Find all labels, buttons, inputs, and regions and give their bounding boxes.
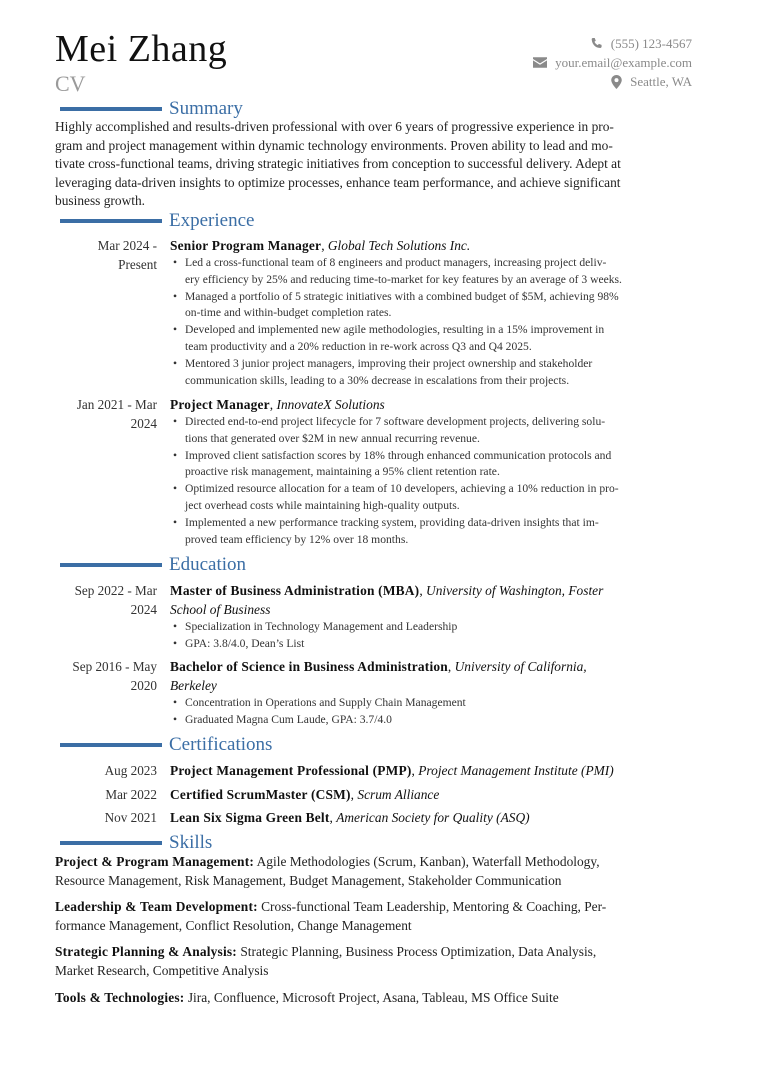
section-summary-heading <box>60 98 243 120</box>
bullet-list <box>170 619 705 653</box>
entry-date <box>55 236 157 274</box>
contact-phone <box>533 34 692 53</box>
skill-list: Cross-functional Team Leadership, Mentoring & Coaching, Per- <box>261 899 607 914</box>
date-line: 2020 <box>130 678 157 693</box>
summary-line: gram and project management within dynamic technology environments. Proven ability to lead and mo- <box>55 137 613 153</box>
degree: Bachelor of Science in Business Administration <box>170 659 448 674</box>
entry-date <box>55 395 157 433</box>
bullet-list <box>170 414 705 548</box>
section-certifications-heading <box>60 734 272 756</box>
school-cont: School of Business <box>170 602 271 617</box>
resume-header <box>55 28 705 98</box>
section-accent-bar <box>60 107 162 111</box>
phone-icon <box>590 37 603 50</box>
summary-line: Highly accomplished and results-driven professional with over 6 years of progressive experience in pro- <box>55 119 614 134</box>
cert-date: Aug 2023 <box>104 763 157 778</box>
section-accent-bar <box>60 841 162 845</box>
section-accent-bar <box>60 563 162 567</box>
date-line: Present <box>118 257 157 272</box>
section-education-heading <box>60 554 246 576</box>
cert-issuer: Scrum Alliance <box>357 787 440 802</box>
bullet-item: • Improved client satisfaction scores by 18% through enhanced communication protocols and proactive risk management, maintaining a 95% client retention rate. <box>170 448 705 482</box>
section-accent-bar <box>60 219 162 223</box>
bullet-item: • Mentored 3 junior project managers, improving their project ownership and stakeholder communication skills, leading to a 30% decrease in escalations from their projects. <box>170 356 705 390</box>
job-title: Senior Program Manager <box>170 238 322 253</box>
date-line: Sep 2022 - Mar <box>74 583 157 598</box>
skill-group <box>55 852 705 890</box>
cert-issuer: American Society for Quality (ASQ) <box>336 810 530 825</box>
bullet-item: • Developed and implemented new agile methodologies, resulting in a 15% improvement in team productivity and a 20% reduction in re-work across Q3 and Q4 2025. <box>170 322 705 356</box>
date-line: 2024 <box>130 416 157 431</box>
entry-body <box>170 395 705 548</box>
entry-title: Bachelor of Science in Business Administration, University of California, <box>170 659 587 674</box>
organization: Global Tech Solutions Inc. <box>327 238 471 253</box>
email-text[interactable]: your.email@example.com <box>555 54 692 70</box>
certification-entry <box>55 808 715 828</box>
skill-list: Jira, Confluence, Microsoft Project, Asana, Tableau, MS Office Suite <box>187 990 559 1005</box>
skill-group <box>55 897 705 935</box>
contact-info <box>533 34 692 91</box>
entry-title-cont <box>170 676 705 695</box>
skill-list-cont: formance Management, Conflict Resolution, Change Management <box>55 918 412 933</box>
bullet-item: • Directed end-to-end project lifecycle for 7 software development projects, delivering solu- tions that generated over $2M in new annual recurring revenue. <box>170 414 705 448</box>
section-title: Experience <box>169 210 255 231</box>
entry-title: Project Manager, InnovateX Solutions <box>170 397 385 412</box>
summary-line: business growth. <box>55 193 146 209</box>
date-line: 2024 <box>130 602 157 617</box>
entry-title: Senior Program Manager, Global Tech Solutions Inc. <box>170 238 471 253</box>
section-title: Certifications <box>169 734 273 755</box>
cert-name: Lean Six Sigma Green Belt <box>170 810 330 825</box>
entry-title-cont <box>170 600 705 619</box>
school: University of Washington, Foster <box>426 583 604 598</box>
bullet-item: • Implemented a new performance tracking system, providing data-driven insights that im- proved team efficiency by 12% over 18 months. <box>170 515 705 549</box>
skill-label: Strategic Planning & Analysis: <box>55 944 237 959</box>
cert-date: Mar 2022 <box>105 787 157 802</box>
section-title: Skills <box>169 832 213 853</box>
entry-body <box>170 581 705 653</box>
skill-label: Project & Program Management: <box>55 854 255 869</box>
skill-label: Tools & Technologies: <box>55 990 185 1005</box>
contact-location <box>533 72 692 91</box>
cert-name: Project Management Professional (PMP) <box>170 763 412 778</box>
map-pin-icon <box>611 75 622 89</box>
bullet-item: • Specialization in Technology Management and Leadership <box>170 619 705 636</box>
envelope-icon <box>533 57 547 68</box>
entry-date <box>55 581 157 619</box>
entry-body <box>170 236 705 389</box>
section-title: Summary <box>169 98 243 119</box>
contact-email <box>533 53 692 72</box>
date-line: Sep 2016 - May <box>72 659 157 674</box>
skill-list: Strategic Planning, Business Process Optimization, Data Analysis, <box>240 944 597 959</box>
bullet-list <box>170 695 705 729</box>
degree: Master of Business Administration (MBA) <box>170 583 420 598</box>
bullet-item: • GPA: 3.8/4.0, Dean’s List <box>170 636 705 653</box>
summary-paragraph <box>55 118 705 211</box>
cert-body: Lean Six Sigma Green Belt, American Society for Quality (ASQ) <box>170 810 530 825</box>
candidate-name: Mei Zhang <box>55 28 228 70</box>
entry-body <box>170 657 705 729</box>
skill-list: Agile Methodologies (Scrum, Kanban), Waterfall Methodology, <box>256 854 600 869</box>
date-line: Jan 2021 - Mar <box>76 397 157 412</box>
certification-entry <box>55 785 715 805</box>
job-title: Project Manager <box>170 397 270 412</box>
phone-text[interactable]: (555) 123-4567 <box>610 35 692 51</box>
section-skills-heading <box>60 832 212 854</box>
bullet-item: • Graduated Magna Cum Laude, GPA: 3.7/4.0 <box>170 712 705 729</box>
skill-list-cont: Resource Management, Risk Management, Budget Management, Stakeholder Communication <box>55 873 562 888</box>
school-cont: Berkeley <box>170 678 217 693</box>
entry-title: Master of Business Administration (MBA), University of Washington, Foster <box>170 583 604 598</box>
summary-line: tivate cross-functional teams, driving strategic initiatives from conception to successful delivery. Adept at <box>55 156 621 172</box>
skill-label: Leadership & Team Development: <box>55 899 258 914</box>
cert-date: Nov 2021 <box>104 810 157 825</box>
document-subtitle: CV <box>55 71 86 96</box>
skill-group <box>55 988 705 1007</box>
skill-list-cont: Market Research, Competitive Analysis <box>55 963 269 978</box>
bullet-item: • Optimized resource allocation for a team of 10 developers, achieving a 10% reduction in pro- ject overhead costs while maintaining high-quality outputs. <box>170 481 705 515</box>
summary-line: leveraging data-driven insights to optimize processes, enhance team performance, and achieve significant <box>55 174 621 190</box>
school: University of California, <box>454 659 587 674</box>
date-line: Mar 2024 - <box>97 238 157 253</box>
bullet-item: • Concentration in Operations and Supply Chain Management <box>170 695 705 712</box>
certification-entry <box>55 761 715 781</box>
cert-body: Certified ScrumMaster (CSM), Scrum Alliance <box>170 787 440 802</box>
skill-group <box>55 942 705 980</box>
bullet-item: • Managed a portfolio of 5 strategic initiatives with a combined budget of $5M, achieving 98% on-time and within-budget completion rates. <box>170 289 705 323</box>
section-accent-bar <box>60 743 162 747</box>
cert-issuer: Project Management Institute (PMI) <box>418 763 614 778</box>
section-title: Education <box>169 554 247 575</box>
entry-date <box>55 657 157 695</box>
cert-name: Certified ScrumMaster (CSM) <box>170 787 351 802</box>
cert-body: Project Management Professional (PMP), Project Management Institute (PMI) <box>170 763 614 778</box>
location-text: Seattle, WA <box>630 73 692 89</box>
section-experience-heading <box>60 210 254 232</box>
bullet-list <box>170 255 705 389</box>
organization: InnovateX Solutions <box>276 397 385 412</box>
bullet-item: • Led a cross-functional team of 8 engineers and product managers, increasing project deliv- ery efficiency by 25% and reducing time-to-market for key features by an average of 3 weeks. <box>170 255 705 289</box>
